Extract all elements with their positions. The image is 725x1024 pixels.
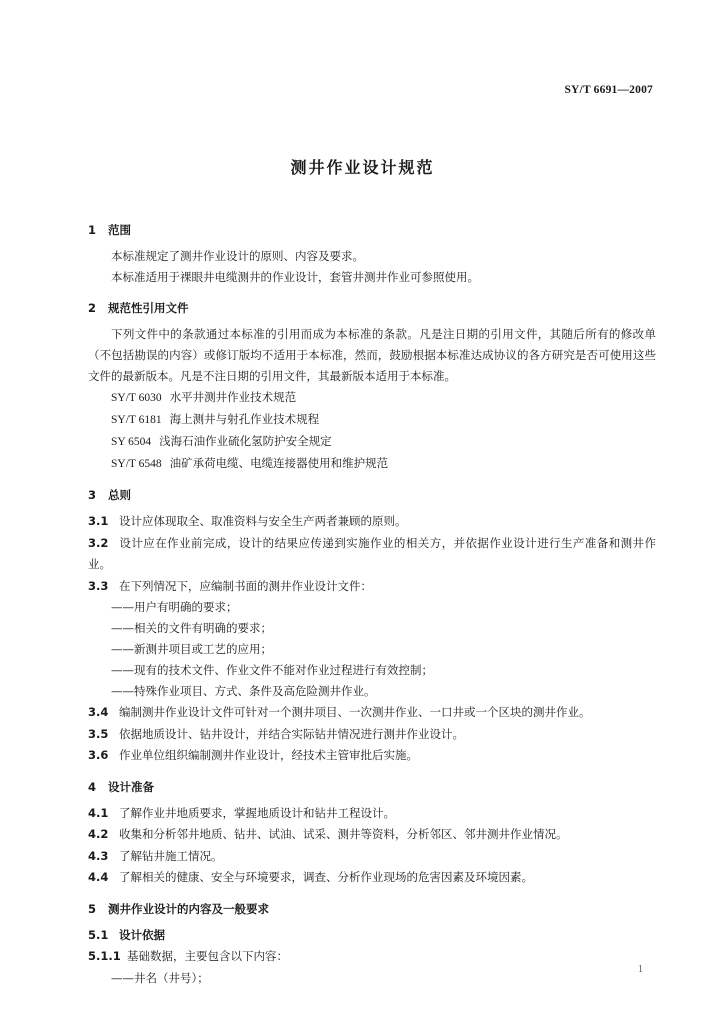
clause-text: 作业单位组织编制测井作业设计，经技术主管审批后实施。 [119,748,418,762]
paragraph: 本标准规定了测井作业设计的原则、内容及要求。 [111,249,364,263]
clause-number: 4.4 [88,870,109,884]
clause-number: 4.2 [88,827,109,841]
dash-list-item: ——用户有明确的要求； [111,600,238,614]
clause [88,925,656,947]
section-title: 设计准备 [108,779,154,794]
document-title: 测井作业设计规范 [290,158,435,177]
reference-title: 水平井测井作业技术规范 [169,390,297,404]
clause [88,511,656,533]
section-4-heading [88,779,656,795]
clause [88,946,656,968]
clause [88,824,656,846]
clause-number: 3.2 [88,535,109,550]
clause-text: 设计依据 [119,927,165,942]
reference-code: SY/T 6548 [111,458,162,470]
paragraph: 下列文件中的条款通过本标准的引用而成为本标准的条款。凡是注日期的引用文件，其随后所有的修改单（不包括勘误的内容）或修订版均不适用于本标准，然而，鼓励根据本标准达成协议的各方研究是否可使用这些文件的最新版本。凡是不注日期的引用文件，其最新版本适用于本标准。 [88,327,656,383]
section-title: 范围 [108,223,131,237]
section-number: 3 [88,488,97,502]
section-5-heading [88,901,656,917]
reference-item [88,431,656,453]
clause-text: 设计应体现取全、取准资料与安全生产两者兼顾的原则。 [119,514,407,528]
document-code: SY/T 6691—2007 [564,84,653,96]
clause-number: 3.1 [88,514,109,528]
clause-number: 5.1 [88,927,109,942]
clause-number: 3.6 [88,748,109,762]
clause-text: 收集和分析邻井地质、钻井、试油、试采、测井等资料，分析邻区、邻井测井作业情况。 [119,827,568,841]
section-2-heading [88,300,656,316]
section-title: 总则 [108,488,131,502]
section-1-heading [88,222,656,238]
clause [88,702,656,724]
section-3-heading [88,487,656,503]
section-title: 规范性引用文件 [108,301,189,315]
reference-title: 油矿承荷电缆、电缆连接器使用和维护规范 [169,456,389,470]
dash-list-item: ——相关的文件有明确的要求； [111,621,272,635]
clause [88,576,656,598]
reference-code: SY/T 6181 [111,414,162,426]
document-body [88,222,656,989]
dash-list-item: ——特殊作业项目、方式、条件及高危险测井作业。 [111,684,376,698]
reference-code: SY 6504 [111,436,152,448]
reference-title: 海上测井与射孔作业技术规程 [169,412,320,426]
section-number: 4 [88,779,97,794]
clause-number: 4.1 [88,805,109,820]
clause-text: 了解作业井地质要求，掌握地质设计和钻井工程设计。 [119,805,395,820]
reference-code: SY/T 6030 [111,392,162,404]
section-number: 5 [88,901,97,916]
clause-text: 在下列情况下，应编制书面的测井作业设计文件： [119,578,372,593]
clause-number: 3.3 [88,578,109,593]
clause-number: 5.1.1 [88,949,121,963]
clause [88,724,656,746]
clause [88,867,656,889]
clause-text: 依据地质设计、钻井设计，并结合实际钻井情况进行测井作业设计。 [119,726,464,741]
clause-text: 基础数据，主要包含以下内容： [127,949,288,963]
reference-title: 浅海石油作业硫化氢防护安全规定 [159,434,332,448]
reference-item [88,387,656,409]
section-number: 1 [88,223,97,237]
dash-list-item: ——井名（井号）； [111,970,209,985]
clause-text: 编制测井作业设计文件可针对一个测井项目、一次测井作业、一口井或一个区块的测井作业。 [119,705,591,719]
dash-list-item: ——新测井项目或工艺的应用； [111,642,272,656]
clause-number: 4.3 [88,848,109,863]
clause-number: 3.5 [88,726,109,741]
section-number: 2 [88,301,97,315]
section-title: 测井作业设计的内容及一般要求 [108,901,269,916]
paragraph: 本标准适用于裸眼井电缆测井的作业设计，套管井测井作业可参照使用。 [111,270,479,284]
clause [88,803,656,825]
clause [88,846,656,868]
page-number: 1 [638,964,643,975]
clause-text: 了解钻井施工情况。 [119,848,223,863]
clause [88,533,656,576]
clause-number: 3.4 [88,705,109,719]
clause [88,745,656,767]
dash-list-item: ——现有的技术文件、作业文件不能对作业过程进行有效控制； [111,663,433,677]
reference-item [88,453,656,475]
clause-text: 了解相关的健康、安全与环境要求，调查、分析作业现场的危害因素及环境因素。 [119,870,533,884]
clause-text: 设计应在作业前完成，设计的结果应传递到实施作业的相关方，并依据作业设计进行生产准备和测井作业。 [88,535,656,571]
reference-item [88,409,656,431]
